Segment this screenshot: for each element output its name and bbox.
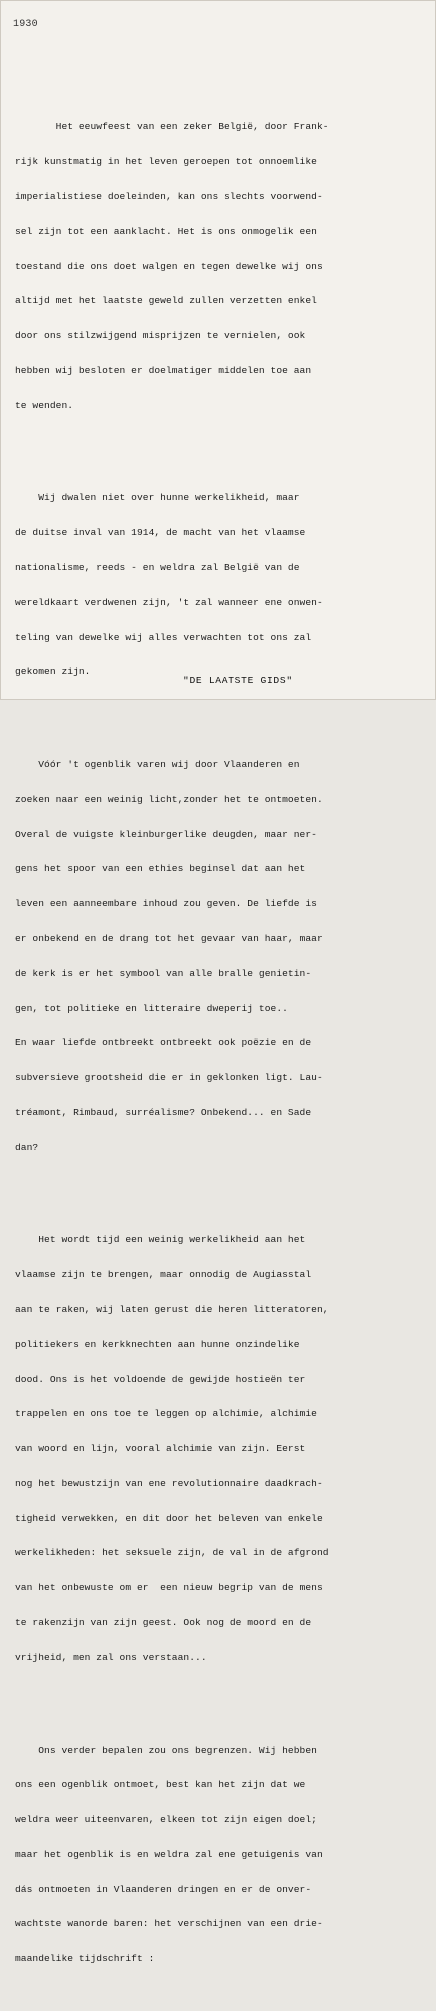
text-line: ons een ogenblik ontmoet, best kan het zijn dat we [15, 1779, 306, 1791]
text-line: Ons verder bepalen zou ons begrenzen. Wij hebben [15, 1744, 317, 1756]
text-line: imperialistiese doeleinden, kan ons slechts voorwend- [15, 190, 323, 202]
text-line: vlaamse zijn te brengen, maar onnodig de Augiasstal [15, 1269, 312, 1281]
text-line: dood. Ons is het voldoende de gewijde hostieën ter [15, 1373, 306, 1385]
year-heading: 1930 [13, 19, 38, 30]
text-line: rijk kunstmatig in het leven geroepen tot onnoemlike [15, 156, 317, 168]
text-line: tigheid verwekken, en dit door het beleven van enkele [15, 1512, 323, 1524]
text-line: te wenden. [15, 399, 74, 411]
text-line: de kerk is er het symbool van alle bralle genietin- [15, 967, 312, 979]
text-line: gen, tot politieke en litteraire dweperij toe.. [15, 1002, 288, 1014]
text-line: trappelen en ons toe te leggen op alchimie, alchimie [15, 1408, 317, 1420]
text-line: Overal de vuigste kleinburgerlike deugden, maar ner- [15, 828, 317, 840]
paragraph-5 [15, 1721, 425, 1988]
text-line: dan? [15, 1141, 39, 1153]
manifesto-text [15, 75, 425, 2011]
text-line: toestand die ons doet walgen en tegen dewelke wij ons [15, 260, 323, 272]
text-line: En waar liefde ontbreekt ontbreekt ook poëzie en de [15, 1037, 312, 1049]
text-line: aan te raken, wij laten gerust die heren litteratoren, [15, 1303, 329, 1315]
paragraph-3 [15, 736, 425, 1177]
text-line: gekomen zijn. [15, 666, 91, 678]
text-line: sel zijn tot een aanklacht. Het is ons onmogelik een [15, 225, 317, 237]
text-line: weldra weer uiteenvaren, elkeen tot zijn eigen doel; [15, 1814, 317, 1826]
text-line: gens het spoor van een ethies beginsel dat aan het [15, 863, 306, 875]
paragraph-2 [15, 469, 425, 701]
paragraph-1 [15, 98, 425, 434]
text-line: door ons stilzwijgend misprijzen te vernielen, ook [15, 330, 306, 342]
text-line: hebben wij besloten er doelmatiger middelen toe aan [15, 364, 312, 376]
text-line: vrijheid, men zal ons verstaan... [15, 1651, 207, 1663]
text-line: zoeken naar een weinig licht,zonder het te ontmoeten. [15, 793, 323, 805]
text-line: werkelikheden: het seksuele zijn, de val in de afgrond [15, 1547, 329, 1559]
text-line: wereldkaart verdwenen zijn, 't zal wanneer ene onwen- [15, 596, 323, 608]
text-line: maandelike tijdschrift : [15, 1953, 155, 1965]
text-line: subversieve grootsheid die er in geklonken ligt. Lau- [15, 1072, 323, 1084]
text-line: politiekers en kerkknechten aan hunne onzindelike [15, 1338, 300, 1350]
text-line: leven een aanneembare inhoud zou geven. De liefde is [15, 898, 317, 910]
text-line: maar het ogenblik is en weldra zal ene getuigenis van [15, 1848, 323, 1860]
text-line: dás ontmoeten in Vlaanderen dringen en er de onver- [15, 1883, 312, 1895]
text-line: er onbekend en de drang tot het gevaar van haar, maar [15, 932, 323, 944]
text-line: Wij dwalen niet over hunne werkelikheid, maar [15, 492, 300, 504]
text-line: Het eeuwfeest van een zeker België, door Frank- [15, 121, 329, 133]
text-line: altijd met het laatste geweld zullen verzetten enkel [15, 295, 317, 307]
text-line: van het onbewuste om er een nieuw begrip van de mens [15, 1582, 323, 1594]
journal-title: "DE LAATSTE GIDS" [183, 675, 293, 686]
text-line: Het wordt tijd een weinig werkelikheid aan het [15, 1234, 306, 1246]
text-line: tréamont, Rimbaud, surréalisme? Onbekend... en Sade [15, 1106, 312, 1118]
text-line: te rakenzijn van zijn geest. Ook nog de moord en de [15, 1616, 312, 1628]
text-line: wachtste wanorde baren: het verschijnen van een drie- [15, 1918, 323, 1930]
text-line: nationalisme, reeds - en weldra zal België van de [15, 561, 300, 573]
text-line: van woord en lijn, vooral alchimie van zijn. Eerst [15, 1443, 306, 1455]
text-line: de duitse inval van 1914, de macht van het vlaamse [15, 527, 306, 539]
text-line: Vóór 't ogenblik varen wij door Vlaanderen en [15, 759, 300, 771]
text-line: nog het bewustzijn van ene revolutionnaire daadkrach- [15, 1477, 323, 1489]
text-line: teling van dewelke wij alles verwachten tot ons zal [15, 631, 312, 643]
paragraph-4 [15, 1211, 425, 1686]
